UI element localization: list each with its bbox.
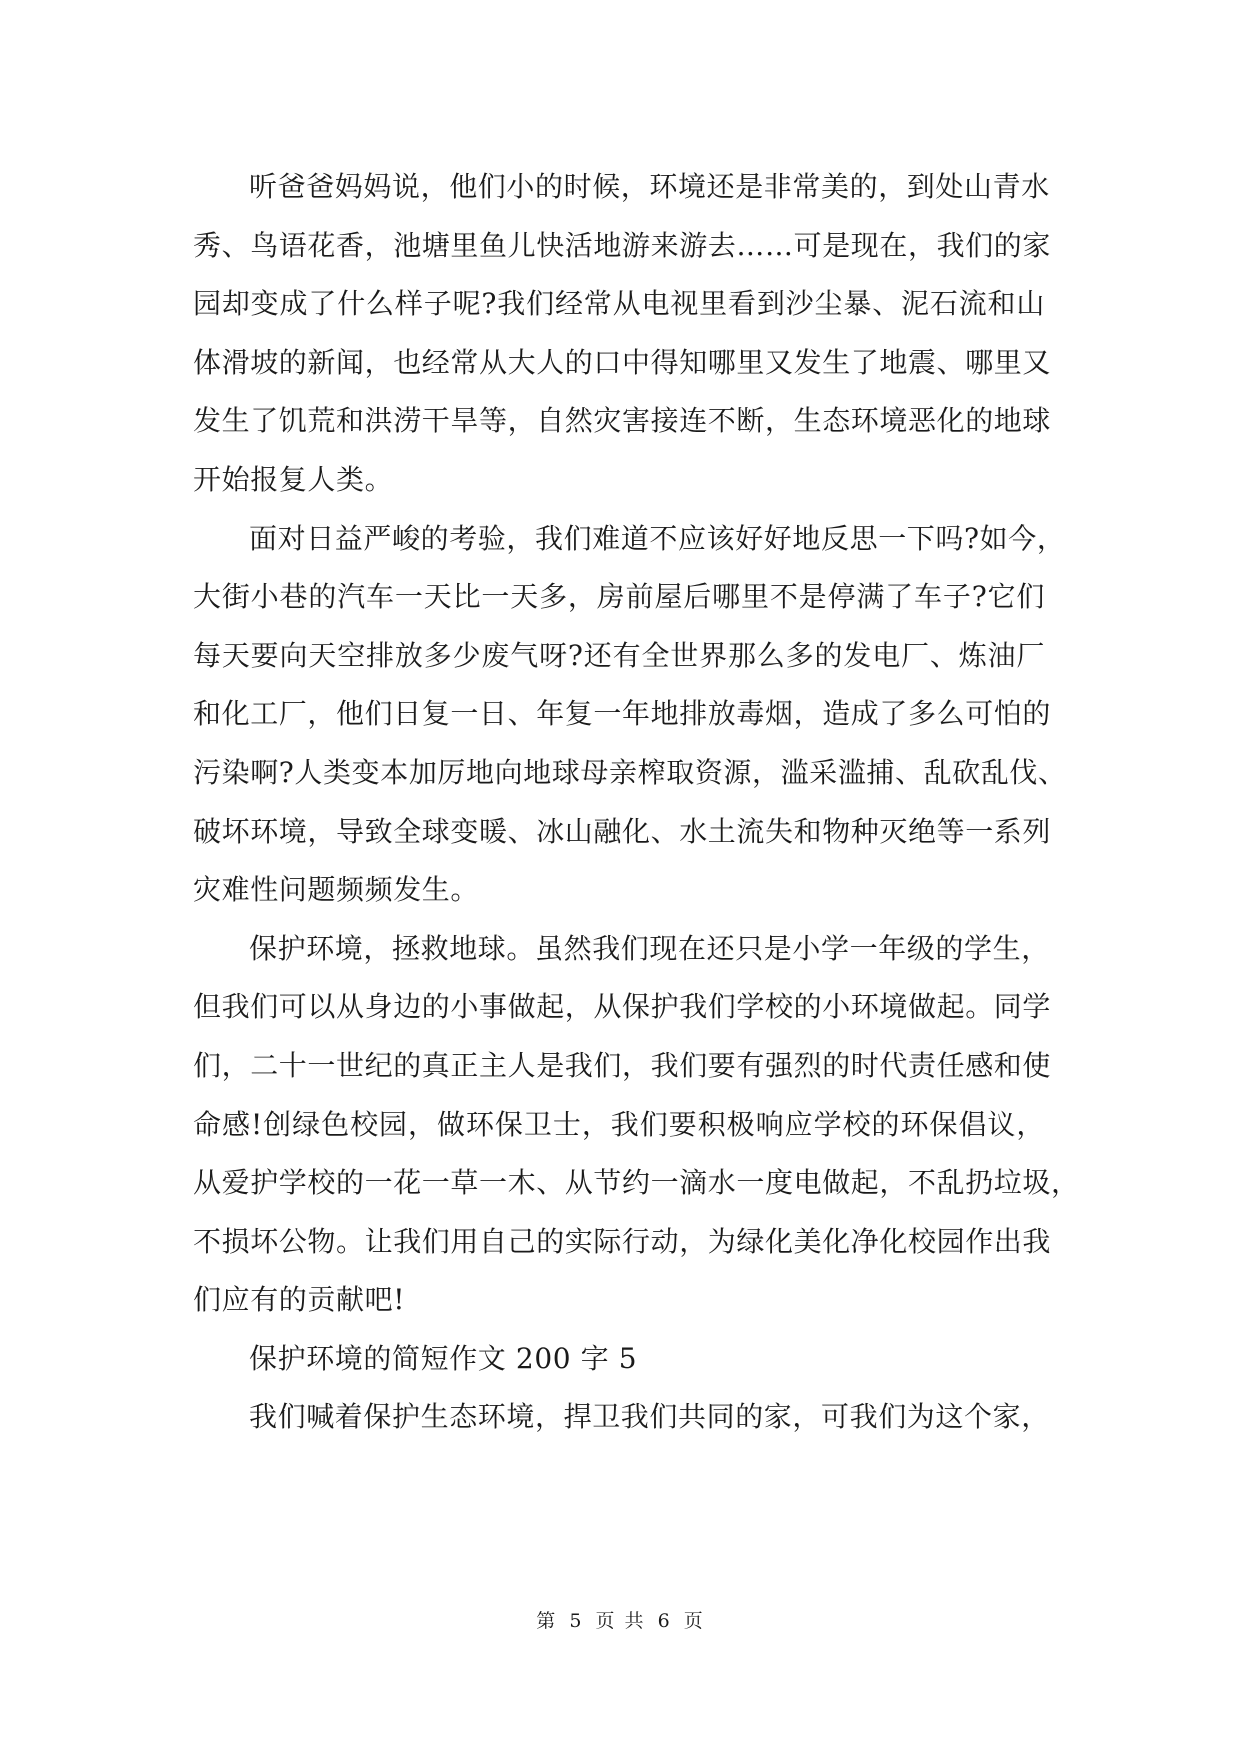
- text-line: 每天要向天空排放多少废气呀?还有全世界那么多的发电厂、炼油厂: [193, 638, 1045, 672]
- document-body: [193, 158, 1080, 1447]
- paragraph-4: [193, 1388, 1050, 1447]
- footer-middle: 页 共: [595, 1610, 646, 1632]
- footer-prefix: 第: [536, 1610, 558, 1632]
- footer-suffix: 页: [683, 1610, 705, 1632]
- paragraph-2: [193, 510, 1067, 920]
- text-line: 但我们可以从身边的小事做起，从保护我们学校的小环境做起。同学: [193, 990, 1052, 1024]
- text-line: 秀、鸟语花香，池塘里鱼儿快活地游来游去……可是现在，我们的家: [193, 228, 1052, 262]
- section-heading: 保护环境的简短作文 200 字 5: [249, 1341, 638, 1375]
- footer-total-pages: 6: [657, 1610, 672, 1632]
- text-line: 们，二十一世纪的真正主人是我们，我们要有强烈的时代责任感和使: [193, 1048, 1052, 1082]
- page-footer: [0, 1606, 1241, 1633]
- text-line: 不损坏公物。让我们用自己的实际行动，为绿化美化净化校园作出我: [193, 1224, 1052, 1258]
- text-line: 保护环境，拯救地球。虽然我们现在还只是小学一年级的学生，: [249, 931, 1050, 965]
- paragraph-3: [193, 920, 1080, 1330]
- text-line: 破坏环境，导致全球变暖、冰山融化、水土流失和物种灭绝等一系列: [193, 814, 1052, 848]
- text-line: 大街小巷的汽车一天比一天多，房前屋后哪里不是停满了车子?它们: [193, 580, 1045, 614]
- text-line: 们应有的贡献吧!: [193, 1283, 406, 1317]
- text-line: 听爸爸妈妈说，他们小的时候，环境还是非常美的，到处山青水: [249, 170, 1050, 203]
- text-line: 命感!创绿色校园，做环保卫士，我们要积极响应学校的环保倡议，: [193, 1107, 1045, 1141]
- text-line: 体滑坡的新闻，也经常从大人的口中得知哪里又发生了地震、哪里又: [193, 345, 1052, 379]
- text-line: 污染啊?人类变本加厉地向地球母亲榨取资源，滥采滥捕、乱砍乱伐、: [193, 755, 1067, 789]
- text-line: 园却变成了什么样子呢?我们经常从电视里看到沙尘暴、泥石流和山: [193, 287, 1045, 321]
- text-line: 和化工厂，他们日复一日、年复一年地排放毒烟，造成了多么可怕的: [193, 697, 1052, 731]
- paragraph-1: [193, 158, 1052, 510]
- footer-page-number: 5: [569, 1610, 584, 1632]
- text-line: 从爱护学校的一花一草一木、从节约一滴水一度电做起，不乱扔垃圾，: [193, 1166, 1080, 1200]
- text-line: 我们喊着保护生态环境，捍卫我们共同的家，可我们为这个家，: [249, 1400, 1050, 1434]
- text-line: 开始报复人类。: [193, 462, 394, 496]
- text-line: 灾难性问题频频发生。: [193, 873, 480, 907]
- text-line: 发生了饥荒和洪涝干旱等，自然灾害接连不断，生态环境恶化的地球: [193, 404, 1052, 438]
- text-line: 面对日益严峻的考验，我们难道不应该好好地反思一下吗?如今，: [249, 521, 1066, 555]
